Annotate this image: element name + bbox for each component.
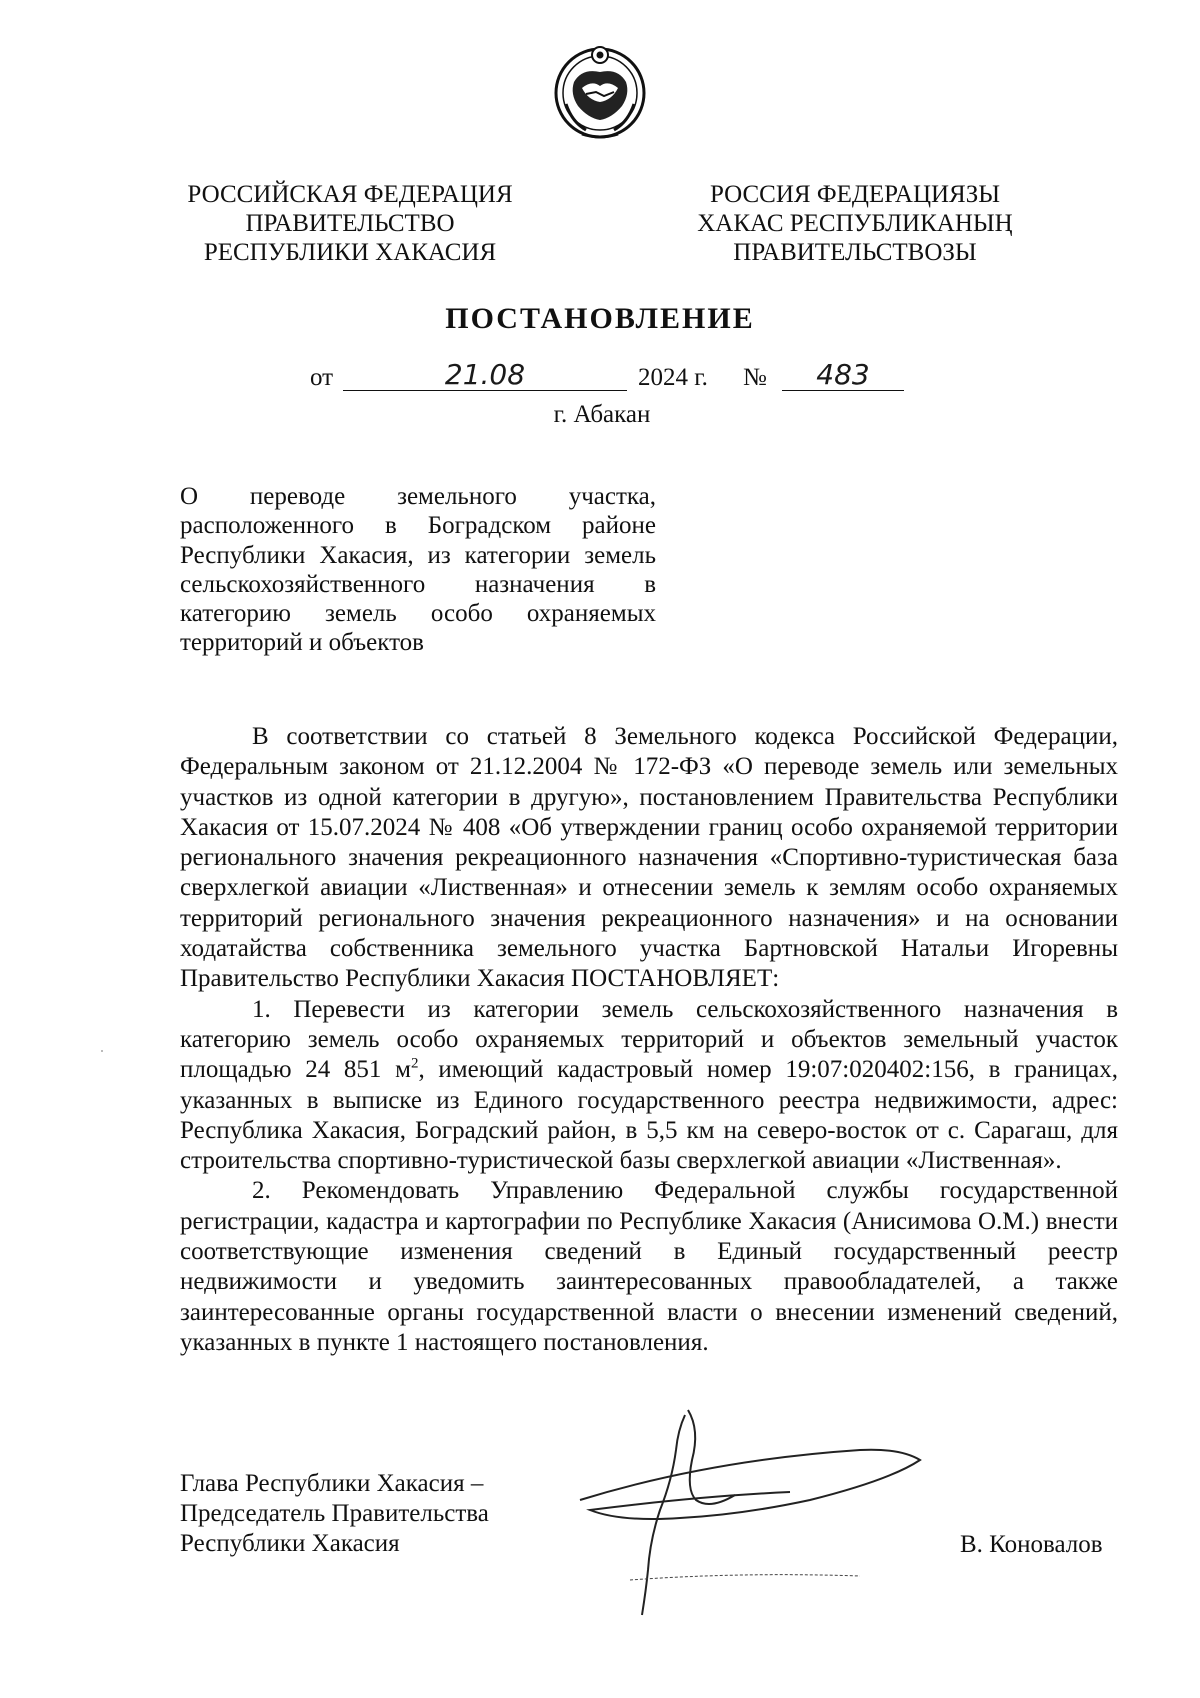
handwritten-signature bbox=[560, 1400, 970, 1630]
date-number-line bbox=[310, 360, 910, 394]
header-left-line-3: РЕСПУБЛИКИ ХАКАСИЯ bbox=[203, 239, 497, 266]
scan-speck bbox=[101, 1050, 103, 1052]
item-1-paragraph bbox=[180, 995, 1118, 1177]
document-type-title: ПОСТАНОВЛЕНИЕ bbox=[445, 302, 755, 335]
item-1-superscript: 2 bbox=[410, 1055, 419, 1072]
header-right-line-3: ПРАВИТЕЛЬСТВОЗЫ bbox=[733, 239, 977, 266]
city: г. Абакан bbox=[553, 401, 651, 428]
position-line-2: Председатель Правительства bbox=[180, 1500, 489, 1527]
header-right-line-1: РОССИЯ ФЕДЕРАЦИЯЗЫ bbox=[709, 181, 1001, 208]
signature-position bbox=[180, 1469, 489, 1559]
header-right bbox=[645, 180, 1065, 267]
item-1-text: 1. Перевести из категории земель сельскохозяйственного назначения в категорию земель особо охраняемых территорий и объектов земельный участок площадью 24 851 м bbox=[180, 995, 1118, 1084]
signer-name: В. Коновалов bbox=[960, 1531, 1103, 1558]
position-line-3: Республики Хакасия bbox=[180, 1530, 400, 1557]
date-from-label: от bbox=[310, 364, 334, 391]
header-right-line-2: ХАКАС РЕСПУБЛИКАНЫҢ bbox=[697, 210, 1013, 237]
document-subject: О переводе земельного участка, расположенного в Боградском районе Республики Хакасия, из категории земель сельскохозяйственного назначения в категорию земель особо охраняемых территорий и объектов bbox=[180, 483, 656, 657]
header-left-line-2: ПРАВИТЕЛЬСТВО bbox=[245, 210, 455, 237]
preamble-paragraph: В соответствии со статьей 8 Земельного кодекса Российской Федерации, Федеральным законом от 21.12.2004 № 172-ФЗ «О переводе земель или земельных участков из одной категории в другую», постановлением Правительства Республики Хакасия от 15.07.2024 № 408 «Об утверждении границ особо охраняемой территории регионального значения рекреационного назначения «Спортивно-туристическая база сверхлегкой авиации «Лиственная» и отнесении земель к землям особо охраняемых территорий регионального значения рекреационного назначения» и на основании ходатайства собственника земельного участка Бартновской Натальи Игоревны Правительство Республики Хакасия ПОСТАНОВЛЯЕТ: bbox=[180, 723, 1118, 993]
header-left-line-1: РОССИЙСКАЯ ФЕДЕРАЦИЯ bbox=[187, 181, 513, 208]
coat-of-arms-emblem bbox=[552, 42, 648, 144]
number-handwritten: 483 bbox=[782, 364, 904, 391]
item-1-text-continued: , имеющий кадастровый номер 19:07:020402:156, в границах, указанных в выписке из Единого государственного реестра недвижимости, адрес: Республика Хакасия, Боградский район, в 5,5 км на северо-восток от с. Сарагаш, для строительства спортивно-туристической базы сверхлегкой авиации «Лиственная». bbox=[180, 1056, 1119, 1175]
item-2-paragraph: 2. Рекомендовать Управлению Федеральной службы государственной регистрации, кадастра и картографии по Республике Хакасия (Анисимова О.М.) внести соответствующие изменения сведений в Единый государственный реестр недвижимости и уведомить заинтересованных правообладателей, а также заинтересованные органы государственной власти о внесении изменений сведений, указанных в пункте 1 настоящего постановления. bbox=[180, 1177, 1118, 1356]
header-left bbox=[140, 180, 560, 267]
date-handwritten: 21.08 bbox=[343, 364, 627, 391]
document-body bbox=[180, 722, 1118, 1358]
year-label: 2024 г. bbox=[638, 364, 708, 391]
position-line-1: Глава Республики Хакасия – bbox=[180, 1470, 484, 1497]
number-label: № bbox=[743, 364, 767, 391]
